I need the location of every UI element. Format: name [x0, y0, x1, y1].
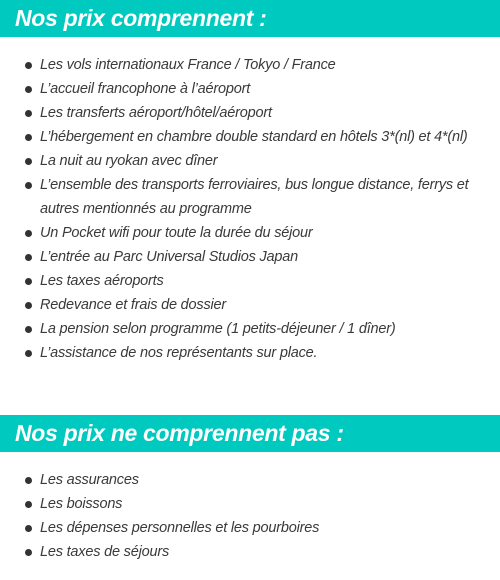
- list-item-text: L’hébergement en chambre double standard en hôtels 3*(nl) et 4*(nl): [40, 129, 468, 145]
- list-item-text: Les assurances: [40, 472, 139, 488]
- list-item: [0, 540, 500, 564]
- list-item-text: Un Pocket wifi pour toute la durée du séjour: [40, 225, 313, 241]
- list-item: [0, 468, 500, 492]
- bullet-icon: [25, 158, 32, 165]
- bullet-icon: [25, 525, 32, 532]
- includes-list: [0, 53, 500, 365]
- list-item-text: Redevance et frais de dossier: [40, 297, 227, 313]
- list-item-text: L’entrée au Parc Universal Studios Japan: [40, 249, 298, 265]
- list-item: [0, 221, 500, 245]
- list-item: [0, 101, 500, 125]
- bullet-icon: [25, 86, 32, 93]
- bullet-icon: [25, 254, 32, 261]
- bullet-icon: [25, 549, 32, 556]
- list-item-text: Les boissons: [40, 496, 123, 512]
- bullet-icon: [25, 350, 32, 357]
- bullet-icon: [25, 326, 32, 333]
- list-item: [0, 149, 500, 173]
- list-item: [0, 53, 500, 77]
- list-item: [0, 516, 500, 540]
- bullet-icon: [25, 134, 32, 141]
- list-item-text: Les transferts aéroport/hôtel/aéroport: [40, 105, 272, 121]
- bullet-icon: [25, 278, 32, 285]
- bullet-icon: [25, 110, 32, 117]
- list-item-text: Les taxes de séjours: [40, 544, 169, 560]
- list-item: [0, 245, 500, 269]
- bullet-icon: [25, 62, 32, 69]
- bullet-icon: [25, 477, 32, 484]
- includes-section-title: Nos prix comprennent :: [0, 0, 500, 37]
- bullet-icon: [25, 182, 32, 189]
- excludes-section-title: Nos prix ne comprennent pas :: [0, 415, 500, 452]
- list-item: [0, 317, 500, 341]
- list-item: [0, 341, 500, 365]
- list-item-text: La nuit au ryokan avec dîner: [40, 153, 218, 169]
- bullet-icon: [25, 501, 32, 508]
- list-item: [0, 77, 500, 101]
- list-item: [0, 125, 500, 149]
- list-item: [0, 492, 500, 516]
- list-item-text: La pension selon programme (1 petits-déjeuner / 1 dîner): [40, 321, 396, 337]
- list-item: [0, 269, 500, 293]
- list-item-text: L’ensemble des transports ferroviaires, bus longue distance, ferrys et autres mentionnés au programme: [40, 177, 469, 217]
- list-item-text: Les taxes aéroports: [40, 273, 164, 289]
- list-item-text: Les dépenses personnelles et les pourboires: [40, 520, 320, 536]
- bullet-icon: [25, 302, 32, 309]
- list-item-text: L’accueil francophone à l’aéroport: [40, 81, 251, 97]
- list-item: [0, 173, 500, 221]
- list-item-text: Les vols internationaux France / Tokyo / France: [40, 57, 336, 73]
- list-item-text: L’assistance de nos représentants sur place.: [40, 345, 318, 361]
- excludes-list: [0, 468, 500, 564]
- bullet-icon: [25, 230, 32, 237]
- list-item: [0, 293, 500, 317]
